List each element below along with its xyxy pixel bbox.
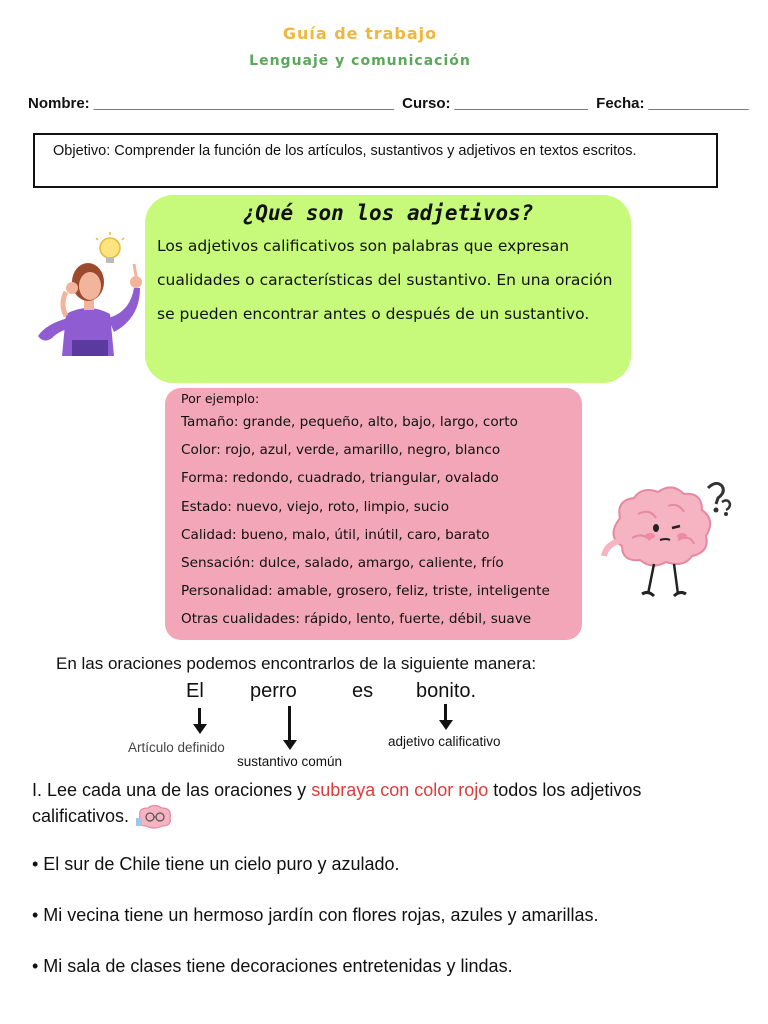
word-adjective: bonito. <box>416 680 477 702</box>
student-fields <box>28 95 748 112</box>
fecha-line[interactable]: ____________ <box>648 95 749 112</box>
activity-sentence-3[interactable]: • Mi sala de clases tiene decoraciones entretenidas y lindas. <box>32 956 513 976</box>
example-item: Otras cualidades: rápido, lento, fuerte, débil, suave <box>181 611 532 628</box>
brain-glasses-icon <box>134 804 174 830</box>
definition-text: Los adjetivos calificativos son palabras que expresan cualidades o características del sustantivo. En una oración se pueden encontrar antes o después de un sustantivo. <box>157 237 613 323</box>
label-article: Artículo definido <box>128 740 225 755</box>
example-item: Forma: redondo, cuadrado, triangular, ovalado <box>181 470 499 487</box>
label-adjective: adjetivo calificativo <box>388 734 501 749</box>
instruction-text: I. Lee cada una de las oraciones y <box>32 780 312 800</box>
example-item: Tamaño: grande, pequeño, alto, bajo, largo, corto <box>181 414 518 430</box>
example-item: Estado: nuevo, viejo, roto, limpio, sucio <box>181 498 450 515</box>
woman-thinking-illustration <box>30 232 148 360</box>
page-subtitle: Lenguaje y comunicación <box>249 53 471 69</box>
curso-label: Curso: <box>402 95 451 112</box>
thinking-brain-illustration <box>598 478 734 602</box>
question-marks-icon <box>708 483 730 516</box>
sentence-demo-intro: En las oraciones podemos encontrarlos de la siguiente manera: <box>56 654 537 673</box>
example-item: Color: rojo, azul, verde, amarillo, negro, blanco <box>181 442 501 459</box>
curso-line[interactable]: ________________ <box>454 95 588 112</box>
word-verb: es <box>352 680 374 702</box>
page-title: Guía de trabajo <box>282 24 438 43</box>
example-item: Sensación: dulce, salado, amargo, caliente, frío <box>181 555 504 572</box>
instruction-text-end: todos los adjetivos calificativos. <box>32 780 642 826</box>
instruction-highlight: subraya con color rojo <box>311 780 489 800</box>
example-item: Personalidad: amable, grosero, feliz, triste, inteligente <box>181 583 550 600</box>
nombre-label: Nombre: <box>28 95 90 112</box>
examples-heading: Por ejemplo: <box>181 391 260 406</box>
definition-box <box>145 195 631 383</box>
activity-sentence-1[interactable]: • El sur de Chile tiene un cielo puro y azulado. <box>32 854 400 874</box>
examples-box <box>165 388 582 640</box>
activity-instruction <box>32 777 732 830</box>
definition-title: ¿Qué son los adjetivos? <box>242 201 534 225</box>
objective-text: Objetivo: Comprender la función de los artículos, sustantivos y adjetivos en textos escritos. <box>53 143 637 159</box>
label-noun: sustantivo común <box>237 754 343 769</box>
nombre-line[interactable]: ____________________________________ <box>93 95 394 112</box>
objective-box <box>33 133 718 188</box>
lightbulb-icon <box>96 232 124 263</box>
word-article: El <box>186 680 204 702</box>
example-item: Calidad: bueno, malo, útil, inútil, caro, barato <box>181 526 490 543</box>
word-noun: perro <box>250 680 297 702</box>
fecha-label: Fecha: <box>596 95 645 112</box>
activity-sentence-2[interactable]: • Mi vecina tiene un hermoso jardín con flores rojas, azules y amarillas. <box>32 905 599 925</box>
